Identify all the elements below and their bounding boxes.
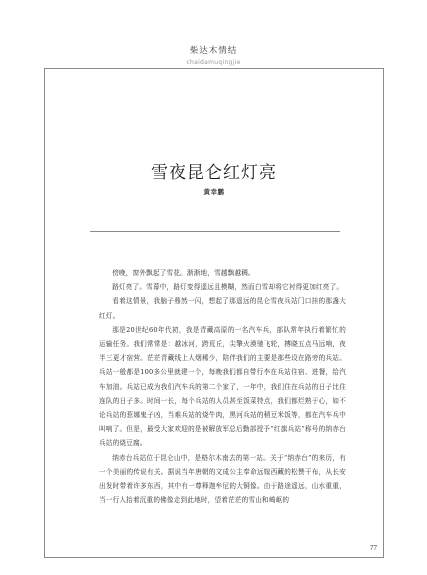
column-title: 柴达木情结 bbox=[189, 46, 238, 56]
paragraph: 路灯亮了。雪幕中，路灯变得遥远且模糊，然而白雪却将它衬得更加红亮了。 bbox=[112, 283, 344, 292]
article-body bbox=[99, 266, 346, 507]
paragraph: 那是20世纪60年代初，我是青藏高原的一名汽车兵，部队常年执行着繁忙的运输任务。我们常常是：越冰河，跨荒丘，尖擎火漠驰飞轮，搏晓五点马远响，夜半三更才宿营。茫茫青藏线上人烟稀少，陪伴我们的主要是那些设在路旁的兵站。兵站一般都是100多公里就建一个，每晚我们都自带行李在兵站住宿、进餐，给汽车加油。兵站已成为我们汽车兵的第二个家了，一年中，我们住在兵站的日子比住连队的日子多。时间一长，每个兵站的人员甚至饭菜特点，我们都烂熟于心，如不论兵站的惹娜鬼子凶，当难兵站的烧牛肉，黑河兵站的稍豆米饭等，都在汽车兵中叫响了。但是，最受大家欢迎的是被解放军总后勤部授予“红旗兵站”称号的纳赤台兵站的烧豆腐。 bbox=[99, 325, 346, 448]
paragraph: 傍晚，窗外飘起了雪花。渐渐地，雪越飘越稠。 bbox=[112, 269, 255, 277]
paragraph: 纳赤台兵站位于昆仑山中，是格尔木南去的第一站。关于“纳赤台”的来历，有一个美丽的传说有关。据说当年唐朝的文成公主奉命远嫁西藏的松赞干布，从长安出发时带着许多东西，其中有一尊释迦牟尼的大铜像。由于路途遥远，山水重重，当一行人抬着沉重的佛像走到此地时，望着茫茫的雪山和崎岖的 bbox=[99, 453, 346, 505]
page-number: 77 bbox=[370, 544, 377, 552]
title-divider bbox=[90, 231, 340, 232]
article-title: 雪夜昆仑红灯亮 bbox=[151, 163, 277, 183]
paragraph: 看着这情景，我脑子蓦然一闪，想起了那遥远的昆仑雪夜兵站门口挂的那盏大红灯。 bbox=[99, 297, 346, 320]
title-block bbox=[44, 163, 384, 196]
page-header bbox=[0, 44, 427, 66]
column-subtitle: chaidamuqingjie bbox=[186, 59, 241, 66]
article-author: 黄幸鹏 bbox=[203, 188, 225, 196]
